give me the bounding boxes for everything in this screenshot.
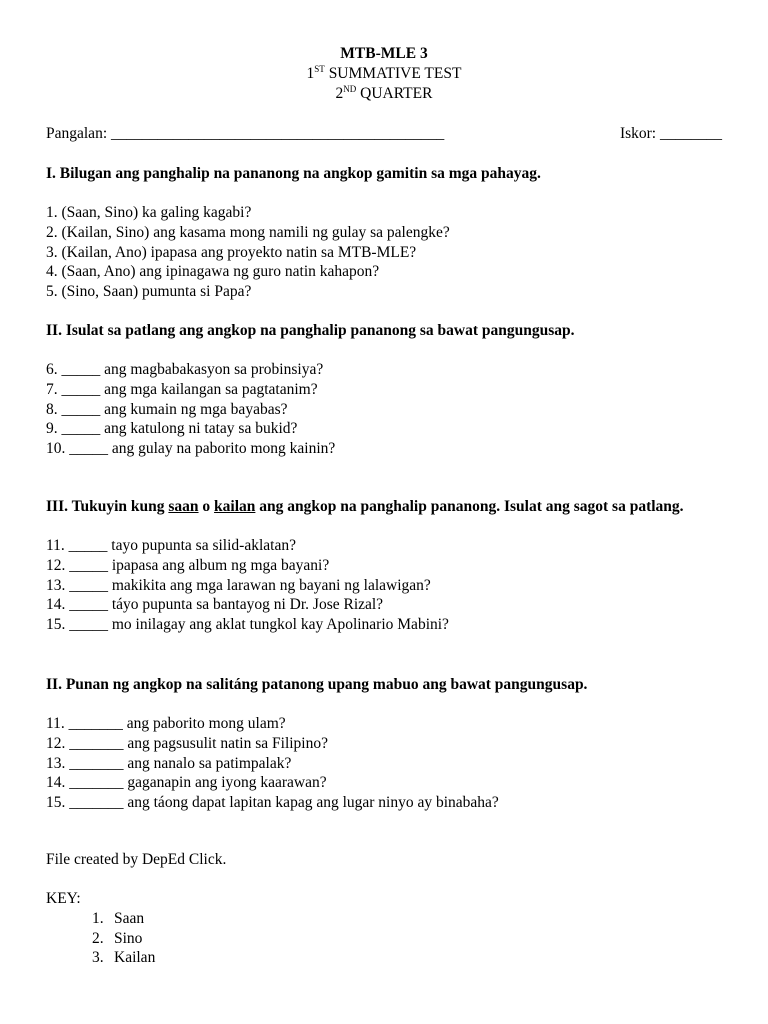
quarter-label: QUARTER (356, 85, 433, 102)
answer-key-label: KEY: (46, 890, 81, 908)
credit-line: File created by DepEd Click. (46, 851, 227, 868)
question-item: 12. _____ ipapasa ang album ng mga bayani? (46, 556, 330, 574)
footer (46, 850, 722, 968)
question-item: 5. (Sino, Saan) pumunta si Papa? (46, 283, 252, 301)
answer-text: Saan (114, 910, 145, 928)
answer-number: 3. (92, 949, 104, 967)
question-item: 14. _____ táyo pupunta sa bantayog ni Dr. Jose Rizal? (46, 596, 384, 614)
score-blank: ________ (660, 125, 722, 142)
answer-key-item (92, 909, 722, 929)
question-item: 7. _____ ang mga kailangan sa pagtatanim? (46, 381, 318, 399)
section-4-instruction: II. Punan ng angkop na salitáng patanong upang mabuo ang bawat pangungusap. (46, 676, 588, 693)
question-item: 15. _______ ang táong dapat lapitan kapag ang lugar ninyo ay binabaha? (46, 794, 499, 812)
question-item: 2. (Kailan, Sino) ang kasama mong namili ng gulay sa palengke? (46, 224, 450, 242)
test-number: 1 (306, 65, 315, 82)
score-label: Iskor: (619, 125, 657, 142)
answer-key-item (92, 929, 722, 949)
name-score-row (46, 124, 722, 144)
name-label: Pangalan: (46, 125, 108, 142)
quarter-title (0, 84, 768, 104)
section-4 (46, 675, 722, 813)
name-field (46, 124, 444, 144)
question-item: 15. _____ mo inilagay ang aklat tungkol kay Apolinario Mabini? (46, 616, 449, 634)
score-field (620, 124, 722, 144)
test-ordinal: ST (314, 64, 325, 74)
test-title (0, 64, 768, 84)
instruction-text: ang angkop na panghalip pananong. Isulat ang sagot sa patlang. (255, 498, 684, 515)
answer-text: Sino (114, 929, 143, 947)
section-2 (46, 321, 722, 459)
answer-number: 2. (92, 929, 104, 947)
quarter-ordinal: ND (343, 84, 357, 94)
question-item: 1. (Saan, Sino) ka galing kagabi? (46, 204, 252, 222)
instruction-text: o (198, 498, 215, 515)
answer-key-list (46, 909, 722, 968)
question-item: 4. (Saan, Ano) ang ipinagawa ng guro natin kahapon? (46, 263, 380, 281)
answer-key-item (92, 948, 722, 968)
document-title: MTB-MLE 3 (340, 45, 428, 62)
test-label: SUMMATIVE TEST (324, 65, 462, 82)
instruction-keyword-kailan: kailan (214, 498, 256, 515)
question-item: 13. _______ ang nanalo sa patimpalak? (46, 754, 292, 772)
section-1-instruction: I. Bilugan ang panghalip na pananong na angkop gamitin sa mga pahayag. (46, 165, 541, 182)
name-blank: ___________________________________________ (111, 125, 445, 142)
answer-text: Kailan (114, 949, 156, 967)
question-item: 8. _____ ang kumain ng mga bayabas? (46, 400, 288, 418)
answer-number: 1. (92, 910, 104, 928)
question-item: 3. (Kailan, Ano) ipapasa ang proyekto natin sa MTB-MLE? (46, 243, 417, 261)
section-3 (46, 497, 722, 635)
section-2-instruction: II. Isulat sa patlang ang angkop na panghalip pananong sa bawat pangungusap. (46, 322, 575, 339)
quarter-number: 2 (335, 85, 344, 102)
question-item: 12. _______ ang pagsusulit natin sa Filipino? (46, 735, 328, 753)
document-header (0, 44, 768, 104)
instruction-text: III. Tukuyin kung (46, 498, 169, 515)
question-item: 11. _____ tayo pupunta sa silid-aklatan? (46, 537, 296, 555)
question-item: 14. _______ gaganapin ang iyong kaarawan? (46, 774, 327, 792)
question-item: 10. _____ ang gulay na paborito mong kainin? (46, 440, 336, 458)
instruction-keyword-saan: saan (168, 498, 199, 515)
section-3-instruction (46, 497, 722, 517)
question-item: 13. _____ makikita ang mga larawan ng bayani ng lalawigan? (46, 576, 431, 594)
question-item: 11. _______ ang paborito mong ulam? (46, 715, 286, 733)
section-1 (46, 164, 722, 302)
question-item: 6. _____ ang magbabakasyon sa probinsiya? (46, 361, 324, 379)
question-item: 9. _____ ang katulong ni tatay sa bukid? (46, 420, 298, 438)
